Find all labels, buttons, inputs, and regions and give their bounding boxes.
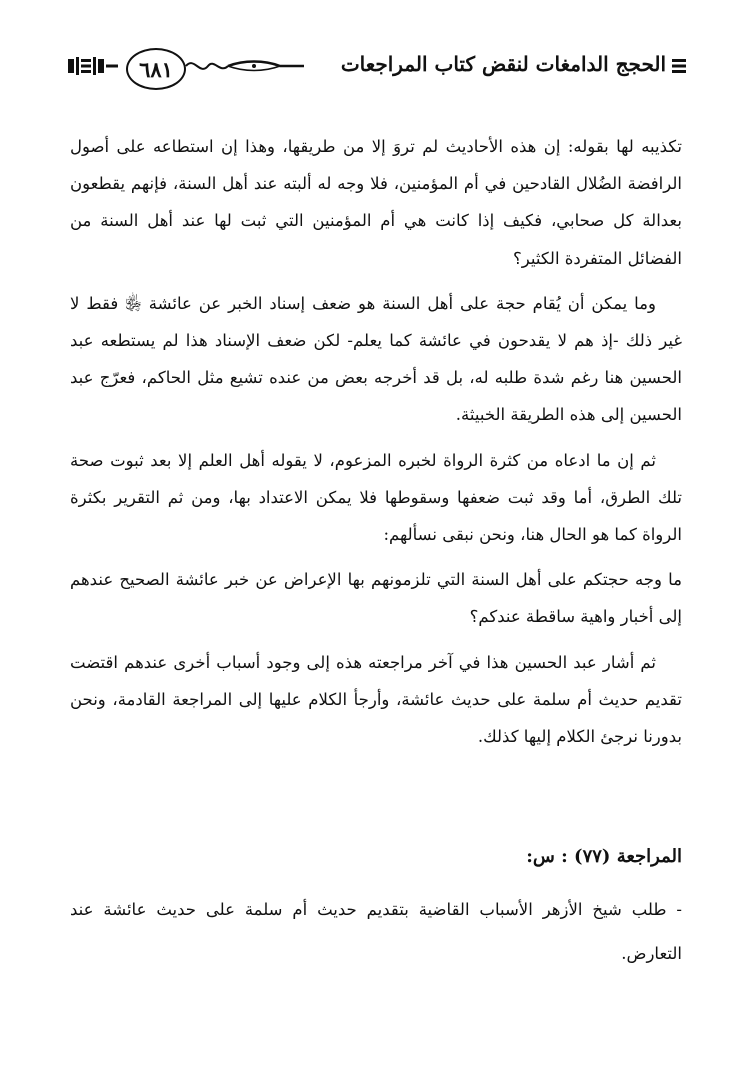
paragraph: ثم إن ما ادعاه من كثرة الرواة لخبره المزعوم، لا يقوله أهل العلم إلا بعد ثبوت صحة تلك الطرق، أما وقد ثبت ضعفها وسقوطها فلا يمكن الاعتداد بها، ومن ثم التقرير بكثرة الرواة كما هو الحال هنا، ونحن نبقى نسألهم:	[70, 450, 682, 545]
paragraph: ما وجه حجتكم على أهل السنة التي تلزمونهم بها الإعراض عن خبر عائشة الصحيح عندهم إلى أخبار واهية ساقطة عندكم؟	[70, 570, 682, 627]
paragraph: ثم أشار عبد الحسين هذا في آخر مراجعته هذه إلى وجود أسباب أخرى عندهم اقتضت تقديم حديث أم سلمة على حديث عائشة، وأرجأ الكلام عليها إلى المراجعة القادمة، ونحن بدورنا نرجئ الكلام إليها كذلك.	[70, 652, 682, 747]
flourish-ornament-icon	[184, 54, 306, 78]
section-heading: المراجعة (٧٧) : س:	[526, 846, 682, 867]
body-text	[70, 128, 682, 755]
running-title: الحجج الدامغات لنقض كتاب المراجعات	[340, 52, 666, 76]
question-paragraph: - طلب شيخ الأزهر الأسباب القاضية بتقديم حديث أم سلمة على حديث عائشة عند التعارض.	[70, 900, 682, 963]
right-ornament-icon	[672, 58, 686, 74]
paragraph: وما يمكن أن يُقام حجة على أهل السنة هو ضعف إسناد الخبر عن عائشة ﵂ فقط لا غير ذلك -إذ هم لا يقدحون في عائشة كما يعلم- لكن ضعف الإسناد هذا لم يستطعه عبد الحسين هنا رغم شدة طلبه له، بل قد أخرجه بعض من عنده تشيع مثل الحاكم، فعرّج عبد الحسين إلى هذه الطريقة الخبيثة.	[70, 293, 682, 425]
page-number-text: ٦٨١	[139, 56, 173, 82]
question-text	[70, 888, 682, 976]
paragraph: تكذيبه لها بقوله: إن هذه الأحاديث لم تروَ إلا من طريقها، وهذا إن استطاعه على أصول الرافضة الضُلال القادحين في أم المؤمنين، فلا وجه له ألبته عند أهل السنة، فإنهم يقطعون بعدالة كل صحابي، فكيف إذا كانت هي أم المؤمنين التي ثبت لها عند أهل السنة من الفضائل المتفردة الكثير؟	[70, 137, 682, 268]
page-number	[126, 48, 186, 90]
left-ornament-icon	[66, 55, 118, 77]
page-header	[66, 48, 686, 94]
